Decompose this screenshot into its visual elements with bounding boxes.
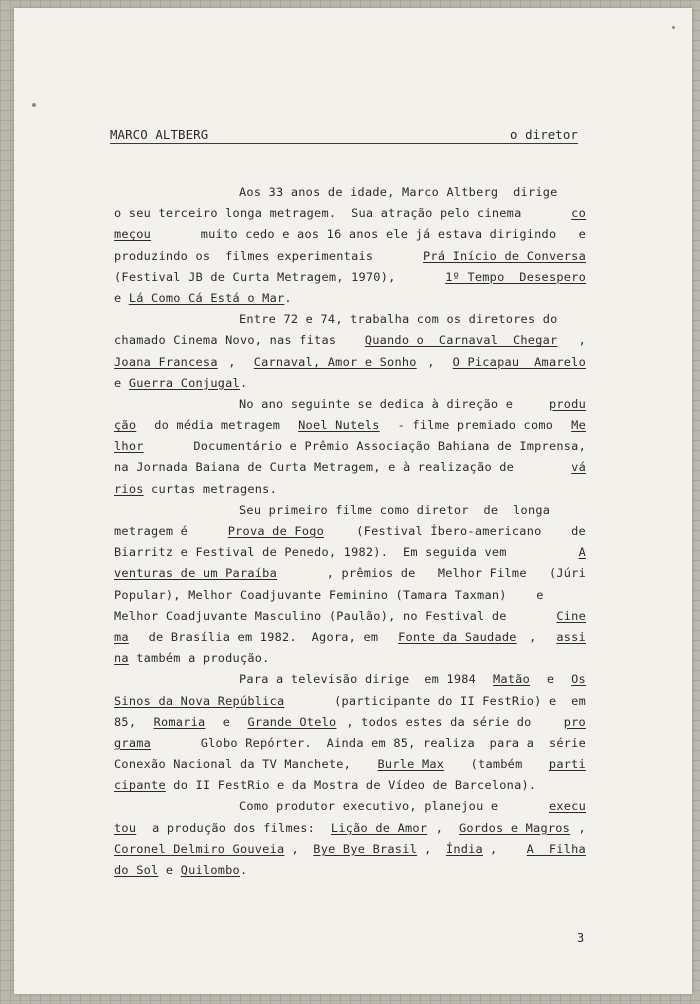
text-line: [114, 585, 586, 606]
film-title: Grande Otelo: [247, 714, 337, 729]
film-title: produ: [548, 396, 586, 411]
text-segment: ,: [291, 841, 307, 856]
text-segment: Entre 72 e 74, trabalha com os diretores do: [239, 312, 558, 327]
text-line: [114, 436, 586, 457]
text-line: [114, 542, 586, 563]
text-segment: ,: [435, 820, 451, 835]
film-title: co: [571, 206, 586, 221]
film-title: Quando o Carnaval Chegar: [364, 333, 558, 348]
text-segment: (também: [463, 757, 530, 772]
text-segment: Aos 33 anos de idade, Marco Altberg dirige: [239, 185, 558, 199]
text-segment: e: [539, 672, 562, 687]
film-title: lhor: [114, 439, 144, 454]
film-title: Joana Francesa: [114, 354, 218, 369]
text-segment: (Festival JB de Curta Metragem, 1970),: [114, 269, 403, 284]
text-segment: - filme premiado como: [390, 418, 561, 433]
page-header: [110, 127, 578, 144]
film-title: Lá Como Cá Está o Mar: [128, 290, 285, 305]
film-title: vá: [571, 460, 586, 475]
text-line: [114, 648, 586, 669]
film-title: tou: [114, 820, 137, 835]
text-segment: , todos estes da série do: [346, 714, 554, 729]
film-title: Sinos da Nova República: [114, 693, 285, 708]
film-title: ção: [114, 418, 137, 433]
film-title: Os: [571, 672, 586, 687]
text-line: [114, 309, 586, 330]
film-title: Matão: [492, 672, 530, 687]
text-line: [114, 796, 586, 817]
film-title: venturas de um Paraíba: [114, 566, 277, 581]
text-segment: curtas metragens.: [143, 481, 277, 496]
text-segment: Como produtor executivo, planejou e: [239, 799, 514, 814]
text-line: [114, 203, 586, 224]
text-segment: e: [114, 375, 129, 390]
text-segment: Documentário e Prêmio Associação Bahiana de Imprensa,: [185, 439, 586, 454]
text-segment: e: [158, 863, 181, 877]
film-title: Romaria: [153, 714, 206, 729]
text-segment: produzindo os filmes experimentais: [114, 248, 381, 263]
text-segment: a produção dos filmes:: [144, 820, 323, 835]
film-title: na: [114, 651, 129, 666]
film-title: rios: [114, 481, 144, 496]
text-line: [114, 754, 586, 775]
page-number: 3: [577, 931, 585, 945]
film-title: A: [578, 545, 586, 560]
text-segment: Popular), Melhor Coadjuvante Feminino (Tamara Taxman) e: [114, 587, 544, 602]
text-segment: na Jornada Baiana de Curta Metragem, e à realização de: [114, 460, 522, 475]
text-line: [114, 394, 586, 415]
film-title: Quilombo: [180, 863, 240, 877]
text-segment: metragem é: [114, 524, 203, 538]
film-title: Prá Início de Conversa: [423, 248, 586, 263]
film-title: Carnaval, Amor e Sonho: [253, 354, 417, 369]
text-segment: ,: [529, 629, 544, 644]
text-segment: ,: [578, 333, 586, 348]
text-line: [114, 479, 586, 500]
text-line: [114, 373, 586, 394]
text-segment: o seu terceiro longa metragem. Sua atração pelo cinema: [114, 206, 529, 221]
text-line: [114, 330, 586, 351]
film-title: A Filha: [526, 841, 586, 856]
text-segment: 85,: [114, 714, 144, 729]
text-segment: e: [215, 714, 238, 729]
text-line: [114, 521, 586, 542]
text-line: [114, 627, 586, 648]
text-line: [114, 457, 586, 478]
film-title: ma: [114, 629, 129, 644]
film-title: meçou: [114, 227, 152, 242]
text-line: [114, 818, 586, 839]
text-line: [114, 839, 586, 860]
text-segment: .: [239, 375, 248, 390]
film-title: grama: [114, 735, 152, 750]
film-title: execu: [548, 799, 586, 814]
film-title: Prova de Fogo: [227, 524, 325, 538]
text-line: [114, 288, 586, 309]
text-line: [114, 500, 586, 521]
text-segment: do II FestRio e da Mostra de Vídeo de Barcelona).: [165, 778, 537, 793]
film-title: Índia: [445, 841, 483, 856]
text-segment: ,: [490, 841, 520, 856]
header-author: MARCO ALTBERG: [110, 127, 209, 142]
text-segment: também a produção.: [128, 651, 270, 666]
punch-mark: [672, 26, 675, 29]
film-title: Fonte da Saudade: [398, 629, 517, 644]
text-line: [114, 860, 586, 881]
film-title: Cine: [556, 608, 586, 623]
text-segment: No ano seguinte se dedica à direção e: [239, 396, 521, 411]
film-title: Bye Bye Brasil: [313, 841, 418, 856]
film-title: 1º Tempo Desespero: [445, 269, 586, 284]
text-line: [114, 224, 586, 245]
punch-mark: [32, 103, 36, 107]
text-line: [114, 415, 586, 436]
text-segment: Conexão Nacional da TV Manchete,: [114, 757, 359, 772]
text-segment: Globo Repórter. Ainda em 85, realiza para a série: [193, 735, 586, 750]
text-segment: ,: [424, 841, 439, 856]
film-title: pro: [563, 714, 586, 729]
film-title: cipante: [114, 778, 166, 793]
text-segment: , prêmios de Melhor Filme (Júri: [326, 566, 586, 581]
text-segment: (Festival Íbero-americano de: [348, 524, 586, 538]
text-segment: Melhor Coadjuvante Masculino (Paulão), no Festival de: [114, 608, 515, 623]
text-segment: ,: [578, 820, 586, 835]
text-line: [114, 775, 586, 796]
film-title: Noel Nutels: [298, 418, 380, 433]
text-line: [114, 733, 586, 754]
film-title: Guerra Conjugal: [128, 375, 240, 390]
text-line: [114, 246, 586, 267]
text-line: [114, 563, 586, 584]
text-line: [114, 712, 586, 733]
text-segment: e: [114, 290, 129, 305]
text-segment: do média metragem: [146, 418, 288, 433]
film-title: do Sol: [114, 863, 159, 877]
text-line: [114, 352, 586, 373]
text-segment: ,: [228, 354, 244, 369]
text-segment: .: [284, 290, 292, 305]
film-title: Burle Max: [377, 757, 445, 772]
film-title: assi: [556, 629, 586, 644]
text-segment: Biarritz e Festival de Penedo, 1982). Em seguida vem: [114, 545, 522, 560]
text-line: [114, 669, 586, 690]
text-segment: de Brasília em 1982. Agora, em: [141, 629, 386, 644]
text-line: [114, 606, 586, 627]
film-title: Me: [571, 418, 586, 433]
text-segment: .: [239, 863, 248, 877]
text-segment: chamado Cinema Novo, nas fitas: [114, 333, 344, 348]
film-title: O Picapau Amarelo: [452, 354, 586, 369]
text-line: [114, 691, 586, 712]
text-line: [114, 267, 586, 288]
film-title: Lição de Amor: [330, 820, 428, 835]
film-title: parti: [548, 757, 586, 772]
text-segment: Seu primeiro filme como diretor de longa: [239, 502, 551, 517]
text-segment: ,: [427, 354, 443, 369]
film-title: Gordos e Magros: [458, 820, 571, 835]
film-title: Coronel Delmiro Gouveia: [114, 841, 285, 856]
text-segment: (participante do II FestRio) e em: [326, 693, 586, 708]
text-line: [114, 182, 586, 203]
header-role: o diretor: [509, 127, 578, 142]
body-text: [114, 182, 586, 881]
text-segment: Para a televisão dirige em 1984: [239, 672, 484, 687]
text-segment: muito cedo e aos 16 anos ele já estava dirigindo e: [193, 227, 586, 242]
